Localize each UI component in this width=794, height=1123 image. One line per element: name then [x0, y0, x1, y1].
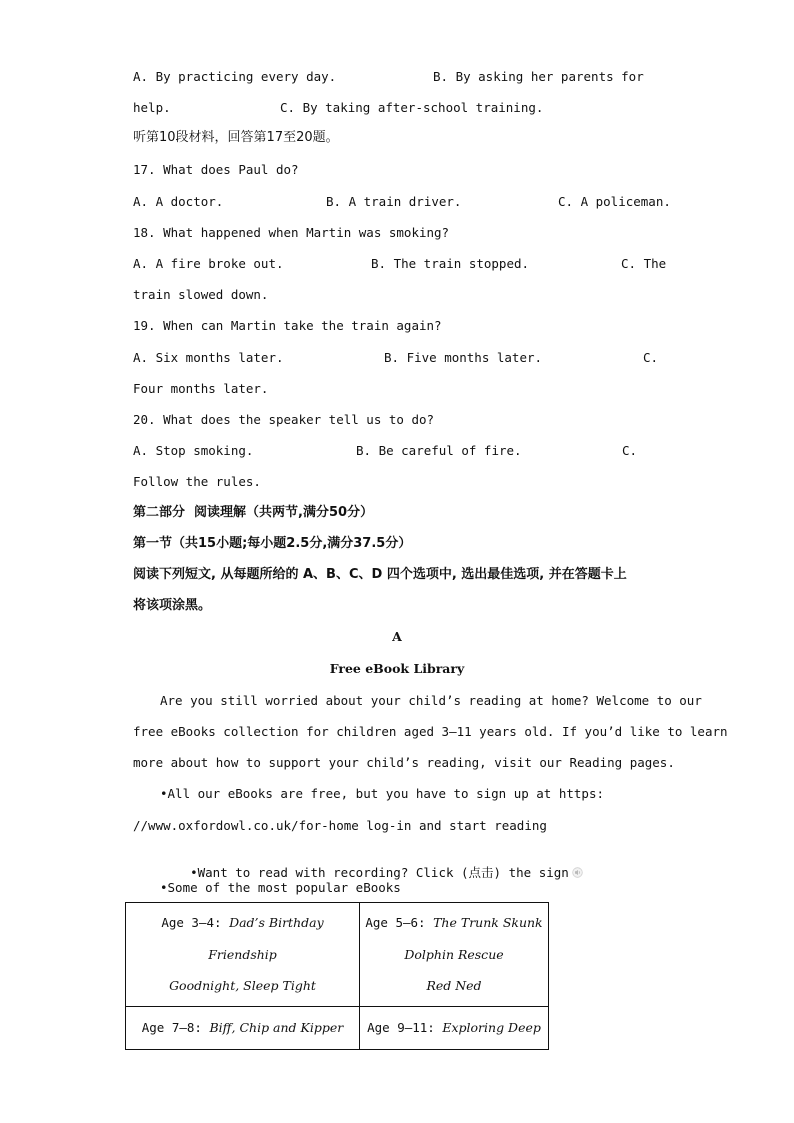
section1-heading: 第一节（共15小题;每小题2.5分,满分37.5分）: [133, 536, 412, 551]
part2-heading: 第二部分 阅读理解（共两节,满分50分）: [133, 505, 374, 520]
speaker-icon[interactable]: [572, 866, 583, 877]
age-7-8-label: Age 7—8:: [141, 1019, 210, 1035]
table-row: [126, 903, 549, 1007]
q19-option-a: A. Six months later.: [133, 350, 284, 365]
q20-option-b: B. Be careful of fire.: [356, 443, 522, 458]
q16-option-a: A. By practicing every day.: [133, 69, 337, 84]
instruction-line-2: 将该项涂黑。: [133, 598, 212, 613]
q16-option-c: C. By taking after-school training.: [280, 100, 544, 115]
passage-title: Free eBook Library: [329, 661, 465, 676]
q16-option-b: B. By asking her parents for: [433, 69, 644, 84]
book-title: The Trunk Skunk: [433, 915, 543, 930]
q17-option-b: B. A train driver.: [326, 194, 462, 209]
ebook-table: [125, 902, 549, 1050]
q19-option-c: C.: [643, 350, 659, 365]
q18-option-a: A. A fire broke out.: [133, 256, 284, 271]
paragraph-line-3: more about how to support your child’s reading, visit our Reading pages.: [133, 755, 675, 770]
book-title: Red Ned: [426, 978, 482, 993]
q20-option-c-continued: Follow the rules.: [133, 474, 261, 489]
age-5-6-label: Age 5—6:: [365, 915, 434, 930]
book-title: Biff, Chip and Kipper: [209, 1019, 344, 1035]
book-title: Dad’s Birthday: [229, 915, 324, 930]
cell-age-7-8: [126, 1006, 360, 1049]
q20-option-a: A. Stop smoking.: [133, 443, 254, 458]
book-title: Dolphin Rescue: [404, 946, 504, 962]
q17-stem: 17. What does Paul do?: [133, 162, 299, 177]
passage-letter: A: [392, 629, 402, 644]
book-title: Goodnight, Sleep Tight: [169, 978, 316, 993]
q19-stem: 19. When can Martin take the train again?: [133, 318, 442, 333]
age-3-4-label: Age 3—4:: [161, 915, 230, 930]
cell-age-5-6: [360, 903, 549, 1007]
instruction-line-1: 阅读下列短文, 从每题所给的 A、B、C、D 四个选项中, 选出最佳选项, 并在答题卡上: [133, 567, 627, 582]
book-title: Exploring Deep: [442, 1019, 541, 1035]
paragraph-line-2: free eBooks collection for children aged 3—11 years old. If you’d like to learn: [133, 724, 728, 739]
q18-option-c-continued: train slowed down.: [133, 287, 269, 302]
bullet-popular: •Some of the most popular eBooks: [160, 880, 401, 895]
bullet-signup-line-1: •All our eBooks are free, but you have to sign up at https:: [160, 786, 605, 801]
cell-age-9-11: [360, 1006, 549, 1049]
table-row: [126, 1006, 549, 1049]
q19-option-b: B. Five months later.: [384, 350, 543, 365]
q19-option-c-continued: Four months later.: [133, 381, 269, 396]
q20-option-c: C.: [622, 443, 638, 458]
bullet-signup-line-2: //www.oxfordowl.co.uk/for-home log-in and start reading: [133, 818, 547, 833]
q18-option-c: C. The: [621, 256, 667, 271]
q16-option-b-continued: help.: [133, 100, 171, 115]
section-intro: 听第10段材料，回答第17至20题。: [133, 130, 339, 145]
q20-stem: 20. What does the speaker tell us to do?: [133, 412, 435, 427]
q17-option-a: A. A doctor.: [133, 194, 224, 209]
q18-option-b: B. The train stopped.: [371, 256, 530, 271]
q17-option-c: C. A policeman.: [558, 194, 671, 209]
bullet-recording-text: •Want to read with recording? Click (点击) the sign: [190, 865, 569, 880]
cell-age-3-4: [126, 903, 360, 1007]
age-9-11-label: Age 9—11:: [367, 1019, 443, 1035]
q18-stem: 18. What happened when Martin was smoking?: [133, 225, 450, 240]
book-title: Friendship: [208, 946, 277, 962]
paragraph-line-1: Are you still worried about your child’s reading at home? Welcome to our: [160, 693, 702, 708]
